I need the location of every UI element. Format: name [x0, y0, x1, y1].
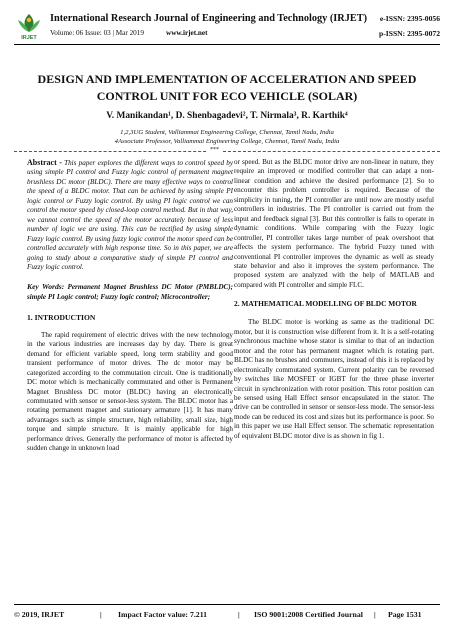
- title-line-2: CONTROL UNIT FOR ECO VEHICLE (SOLAR): [96, 89, 358, 103]
- journal-header: [14, 12, 440, 42]
- introduction-continued-text: or speed. But as the BLDC motor drive are non-linear in nature, they require an improved or modified controller that can adapt a non-linear condition and achieve the desired performance [2]. So to encounter this problem controller is required. Because of the simplicity in tuning, the PI controller are until now are mostly useful controllers in industries. The PI controller is carried out from the input and feedback signal [3]. But this controller is fails to operate in dynamic conditions. While comparing with the Fuzzy logic controller, PI controller takes large number of peak overshoot that affects the system performance. The hybrid Fuzzy tuned with conventional PI controller improves the dynamic as well as steady state behavior and also it improves the system performance. The proposed system are analyzed with the help of MATLAB and compared with PI controller and simple FLC.: [234, 158, 434, 289]
- journal-name: International Research Journal of Engineering and Technology (IRJET): [50, 13, 368, 24]
- footer-impact-factor: Impact Factor value: 7.211: [118, 610, 208, 619]
- modelling-text: The BLDC motor is working as same as the traditional DC motor, but it is construction wise different from it. It is a self-rotating synchronous machine whose stator is similar to that of an induction motor and the rotor has permanent magnet which is rotating part. BLDC has no brushes and commuters, instead of this it is replaced by electronically commutated system. Current polarity can be reversed by switches like MOSFET or IGBT for the three phase inverter circuit in synchronization with rotor position. This rotor position can be sensed using Hall Effect sensor encapsulated in the stator. The drive can be controlled in sensor or sensor-less mode. The sensor-less mode can be reduced its cost and sizes but its performance is poor. So in this paper we use Hall Effect sensor. The schematic representation of equivalent BLDC motor dive is as shown in fig 1.: [234, 318, 434, 440]
- footer-separator: |: [374, 610, 376, 619]
- footer-separator: |: [238, 610, 240, 619]
- section-heading-modelling: 2. MATHEMATICAL MODELLING OF BLDC MOTOR: [234, 299, 417, 309]
- footer-iso: ISO 9001:2008 Certified Journal: [254, 610, 363, 619]
- page-footer: [14, 608, 440, 624]
- affiliation-professor: 4Associate Professor, Valliammai Engineering College, Chennai, Tamil Nadu, India: [114, 138, 340, 145]
- e-issn: e-ISSN: 2395-0056: [379, 14, 440, 23]
- title-line-1: DESIGN AND IMPLEMENTATION OF ACCELERATION AND SPEED: [37, 72, 417, 86]
- footer-page-number: Page 1531: [388, 610, 422, 619]
- right-column: [234, 158, 434, 441]
- keywords: [27, 282, 233, 302]
- introduction-text: The rapid requirement of electric drives with the new technology in the various industries are increases day by day. There is great demand for efficient variable speed, long term stability and good transient performance of motor drives. The dc motor may be categorized according to the commutation circuit. One is traditionally DC motor which is mechanically commutated and other is Permanent Magnet Brushless DC motor (BLDC) having an electronically commutated with sensor or sensor-less system. The BLDC motor has a rotating permanent magnet and stationary armature [1]. It has many advantages such as simple structure, high reliability, small size, high torque and simple structure. It is mainly applicable for high performance drives. Generally the performance of motor is affected by sudden change in unknown load: [27, 330, 233, 453]
- abstract-text: This paper explores the different ways to control speed by using simple PI control and Fuzzy logic control of permanent magnet brushless DC motor (BLDC). There are many effective ways to control the speed of a BLDC motor. That can be achieved by using simple PI logic control or Fuzzy logic control. By using PI logic control we can control the motor speed by closed-loop control method. But in that way, we cannot control the speed of the motor accurately because of less number of logic we are using. This can be rectified by using simple Fuzzy logic control. By using fuzzy logic control the motor speed can be controlled accurately with high response time. So in this paper, we are going to study about a comparative study of simple PI control and Fuzzy logic control.: [27, 159, 233, 271]
- keywords-label: Key Words:: [27, 282, 65, 292]
- journal-website[interactable]: www.irjet.net: [166, 29, 208, 37]
- author-list: V. Manikandan¹, D. Shenbagadevi², T. Nirmala³, R. Karthik⁴: [106, 111, 348, 121]
- keywords-text: Permanent Magnet Brushless DC Motor (PMBLDC); simple PI Logic control; Fuzzy logic control; Microcontroller;: [27, 283, 233, 301]
- section-heading-introduction: 1. INTRODUCTION: [27, 313, 96, 323]
- abstract: [27, 158, 233, 272]
- separator-stars: ***: [210, 147, 219, 153]
- header-divider: [14, 44, 440, 45]
- logo-text: IRJET: [21, 35, 37, 40]
- paper-title: [20, 71, 434, 105]
- left-column: [27, 158, 233, 454]
- footer-divider: [14, 604, 440, 605]
- section-separator: [14, 151, 440, 153]
- irjet-logo-icon: [14, 12, 44, 40]
- abstract-label: Abstract -: [27, 158, 62, 167]
- volume-line: [50, 29, 208, 37]
- p-issn: p-ISSN: 2395-0072: [379, 29, 440, 38]
- footer-copyright: © 2019, IRJET: [14, 610, 65, 619]
- volume-issue: Volume: 06 Issue: 03 | Mar 2019: [50, 29, 144, 37]
- footer-separator: |: [100, 610, 102, 619]
- affiliation-students: 1,2,3UG Student, Valliammai Engineering College, Chennai, Tamil Nadu, India: [120, 129, 334, 136]
